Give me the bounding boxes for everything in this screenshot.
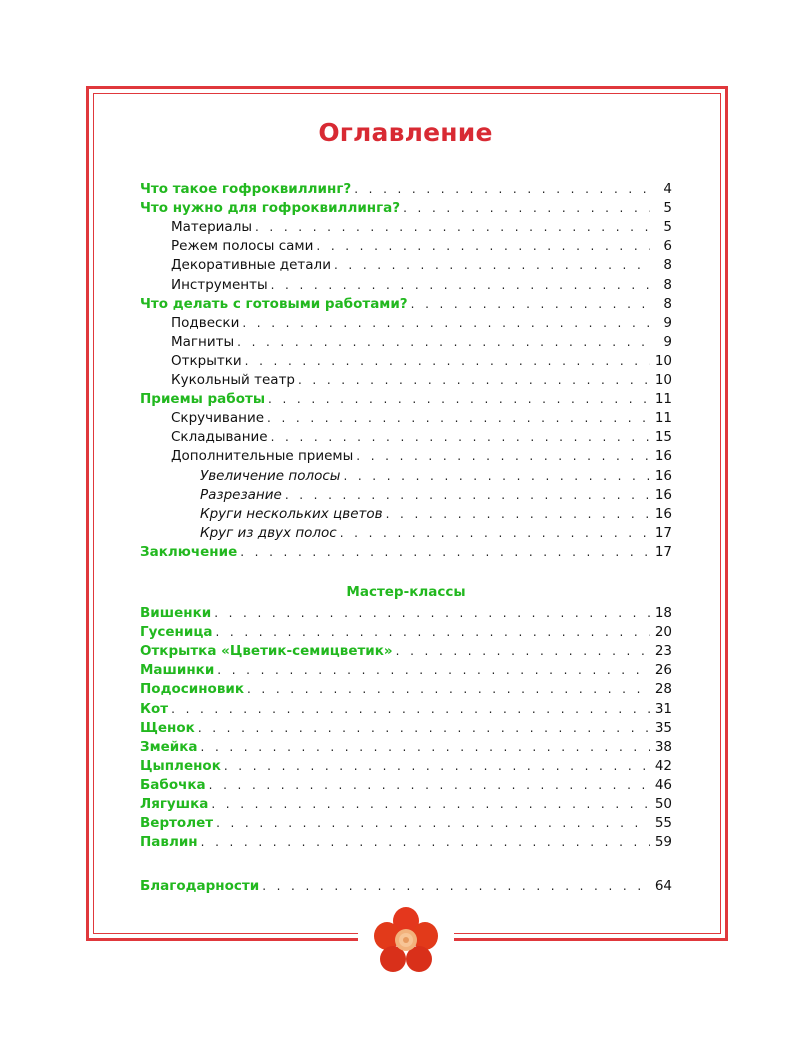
toc-entry-title: Открытка «Цветик-семицветик» bbox=[140, 643, 393, 660]
dot-leader bbox=[255, 218, 650, 237]
dot-leader bbox=[247, 680, 650, 699]
toc-entry-title: Бабочка bbox=[140, 776, 206, 793]
toc-entry[interactable] bbox=[140, 738, 672, 757]
toc-entry-page: 20 bbox=[654, 624, 672, 641]
toc-entry-page: 64 bbox=[654, 878, 672, 894]
toc-entry[interactable] bbox=[140, 661, 672, 680]
toc-entry[interactable] bbox=[140, 428, 672, 447]
toc-entry-title: Что такое гофроквиллинг? bbox=[140, 181, 352, 197]
dot-leader bbox=[214, 604, 650, 623]
toc-entry[interactable] bbox=[140, 543, 672, 562]
toc-entry[interactable] bbox=[140, 877, 672, 896]
toc-entry-page: 4 bbox=[663, 181, 672, 197]
dot-leader bbox=[356, 447, 650, 466]
toc-entry-page: 28 bbox=[654, 681, 672, 698]
toc-entry-title: Что делать с готовыми работами? bbox=[140, 295, 408, 312]
dot-leader bbox=[217, 661, 650, 680]
toc-entry[interactable] bbox=[140, 371, 672, 390]
dot-leader bbox=[403, 199, 650, 218]
toc-entry[interactable] bbox=[140, 680, 672, 699]
toc-entry[interactable] bbox=[140, 180, 672, 199]
toc-entry-title: Круг из двух полос bbox=[200, 524, 337, 541]
toc-entry-page: 55 bbox=[654, 815, 672, 832]
dot-leader bbox=[201, 833, 650, 852]
toc-entry-title: Благодарности bbox=[140, 878, 260, 894]
toc-entry-title: Вишенки bbox=[140, 605, 212, 621]
toc-entry[interactable] bbox=[140, 218, 672, 237]
toc-entry-title: Щенок bbox=[140, 719, 195, 736]
toc-entry-page: 10 bbox=[654, 372, 672, 388]
toc-entry[interactable] bbox=[140, 757, 672, 776]
toc-entry-page: 6 bbox=[663, 238, 672, 255]
dot-leader bbox=[340, 524, 650, 543]
toc-entry-title: Вертолет bbox=[140, 815, 214, 832]
toc-entry-title: Скручивание bbox=[171, 410, 265, 427]
toc-entry-title: Кот bbox=[140, 700, 169, 717]
toc-entry-page: 18 bbox=[654, 605, 672, 621]
dot-leader bbox=[343, 467, 650, 486]
toc-entry[interactable] bbox=[140, 814, 672, 833]
toc-entry-page: 8 bbox=[663, 295, 672, 312]
toc-entry-page: 9 bbox=[663, 333, 672, 350]
dot-leader bbox=[211, 795, 650, 814]
toc-entry-title: Подвески bbox=[171, 314, 240, 331]
toc-entry[interactable] bbox=[140, 833, 672, 852]
dot-leader bbox=[242, 314, 650, 333]
toc-entry-title: Подосиновик bbox=[140, 681, 244, 698]
toc-entry[interactable] bbox=[140, 719, 672, 738]
toc-entry[interactable] bbox=[140, 623, 672, 642]
toc-entry-title: Цыпленок bbox=[140, 757, 221, 774]
dot-leader bbox=[240, 543, 650, 562]
toc-entry-page: 15 bbox=[654, 429, 672, 446]
toc-entry-title: Лягушка bbox=[140, 796, 209, 812]
dot-leader bbox=[354, 180, 650, 199]
dot-leader bbox=[262, 877, 650, 896]
toc-entry[interactable] bbox=[140, 700, 672, 719]
toc-entry-title: Кукольный театр bbox=[171, 372, 295, 388]
section-subheading: Мастер-классы bbox=[346, 584, 466, 600]
dot-leader bbox=[171, 700, 650, 719]
dot-leader bbox=[386, 505, 650, 524]
toc-entry-title: Что нужно для гофроквиллинга? bbox=[140, 200, 401, 217]
toc-entry-title: Декоративные детали bbox=[171, 257, 331, 274]
toc-entry-page: 16 bbox=[654, 467, 672, 484]
dot-leader bbox=[285, 486, 650, 505]
toc-entry-page: 16 bbox=[654, 505, 672, 522]
toc-entry-title: Гусеница bbox=[140, 624, 213, 641]
toc-entry[interactable] bbox=[140, 642, 672, 661]
toc-entry[interactable] bbox=[140, 486, 672, 505]
dot-leader bbox=[245, 352, 650, 371]
dot-leader bbox=[209, 776, 650, 795]
dot-leader bbox=[198, 719, 650, 738]
toc-entry[interactable] bbox=[140, 795, 672, 814]
toc-entry-title: Увеличение полосы bbox=[200, 467, 341, 484]
toc-entry-title: Складывание bbox=[171, 429, 268, 446]
dot-leader bbox=[411, 295, 650, 314]
dot-leader bbox=[298, 371, 650, 390]
toc-entry-title: Режем полосы сами bbox=[171, 238, 314, 255]
toc-entry[interactable] bbox=[140, 276, 672, 295]
toc-entry[interactable] bbox=[140, 447, 672, 466]
toc-entry-title: Разрезание bbox=[200, 486, 282, 503]
dot-leader bbox=[267, 409, 650, 428]
toc-entry-title: Павлин bbox=[140, 834, 198, 851]
toc-entry-title: Машинки bbox=[140, 662, 215, 679]
toc-entry-title: Материалы bbox=[171, 219, 252, 236]
toc-entry[interactable] bbox=[140, 524, 672, 543]
toc-entry-title: Дополнительные приемы bbox=[171, 448, 354, 465]
toc-entry-page: 31 bbox=[654, 700, 672, 717]
toc-entry-page: 5 bbox=[663, 200, 672, 217]
toc-entry[interactable] bbox=[140, 505, 672, 524]
toc-entry[interactable] bbox=[140, 256, 672, 275]
toc-entry[interactable] bbox=[140, 604, 672, 623]
toc-entry-page: 35 bbox=[654, 719, 672, 736]
dot-leader bbox=[396, 642, 650, 661]
toc-entry[interactable] bbox=[140, 295, 672, 314]
dot-leader bbox=[334, 256, 650, 275]
toc-entry-title: Инструменты bbox=[171, 276, 268, 293]
toc-entry-title: Круги нескольких цветов bbox=[200, 505, 383, 522]
toc-entry-title: Заключение bbox=[140, 543, 238, 560]
dot-leader bbox=[215, 623, 650, 642]
dot-leader bbox=[216, 814, 650, 833]
toc-entry[interactable] bbox=[140, 314, 672, 333]
dot-leader bbox=[201, 738, 650, 757]
toc-entry-page: 9 bbox=[663, 314, 672, 331]
toc-entry-title: Открытки bbox=[171, 352, 242, 369]
toc-entry-page: 42 bbox=[654, 757, 672, 774]
toc-entry[interactable] bbox=[140, 333, 672, 352]
toc-entry-page: 26 bbox=[654, 662, 672, 679]
toc-entry-page: 16 bbox=[654, 448, 672, 465]
toc-entry[interactable] bbox=[140, 467, 672, 486]
toc-entry-page: 50 bbox=[654, 796, 672, 812]
toc-entry[interactable] bbox=[140, 199, 672, 218]
toc-entry-page: 23 bbox=[654, 643, 672, 660]
toc-entry-page: 11 bbox=[654, 391, 672, 408]
toc-entry-page: 17 bbox=[654, 524, 672, 541]
toc-entry-page: 17 bbox=[654, 543, 672, 560]
toc-entry-title: Приемы работы bbox=[140, 391, 266, 408]
dot-leader bbox=[271, 428, 650, 447]
toc-entry-page: 8 bbox=[663, 257, 672, 274]
page-title: Оглавление bbox=[318, 118, 493, 147]
toc-entry-page: 8 bbox=[663, 276, 672, 293]
toc-entry[interactable] bbox=[140, 237, 672, 256]
toc-entry-page: 16 bbox=[654, 486, 672, 503]
dot-leader bbox=[316, 237, 650, 256]
toc-entry-page: 11 bbox=[654, 410, 672, 427]
toc-entry-title: Магниты bbox=[171, 333, 235, 350]
toc-entry[interactable] bbox=[140, 409, 672, 428]
toc-entry-page: 10 bbox=[654, 352, 672, 369]
toc-entry-page: 46 bbox=[654, 776, 672, 793]
toc-entry-title: Змейка bbox=[140, 738, 198, 755]
dot-leader bbox=[224, 757, 650, 776]
toc-entry[interactable] bbox=[140, 776, 672, 795]
toc-entry-page: 38 bbox=[654, 738, 672, 755]
toc-entry-page: 5 bbox=[663, 219, 672, 236]
toc-entry[interactable] bbox=[140, 390, 672, 409]
toc-entry-page: 59 bbox=[654, 834, 672, 851]
dot-leader bbox=[237, 333, 650, 352]
dot-leader bbox=[271, 276, 650, 295]
toc-entry[interactable] bbox=[140, 352, 672, 371]
dot-leader bbox=[268, 390, 650, 409]
flower-icon bbox=[364, 904, 448, 978]
